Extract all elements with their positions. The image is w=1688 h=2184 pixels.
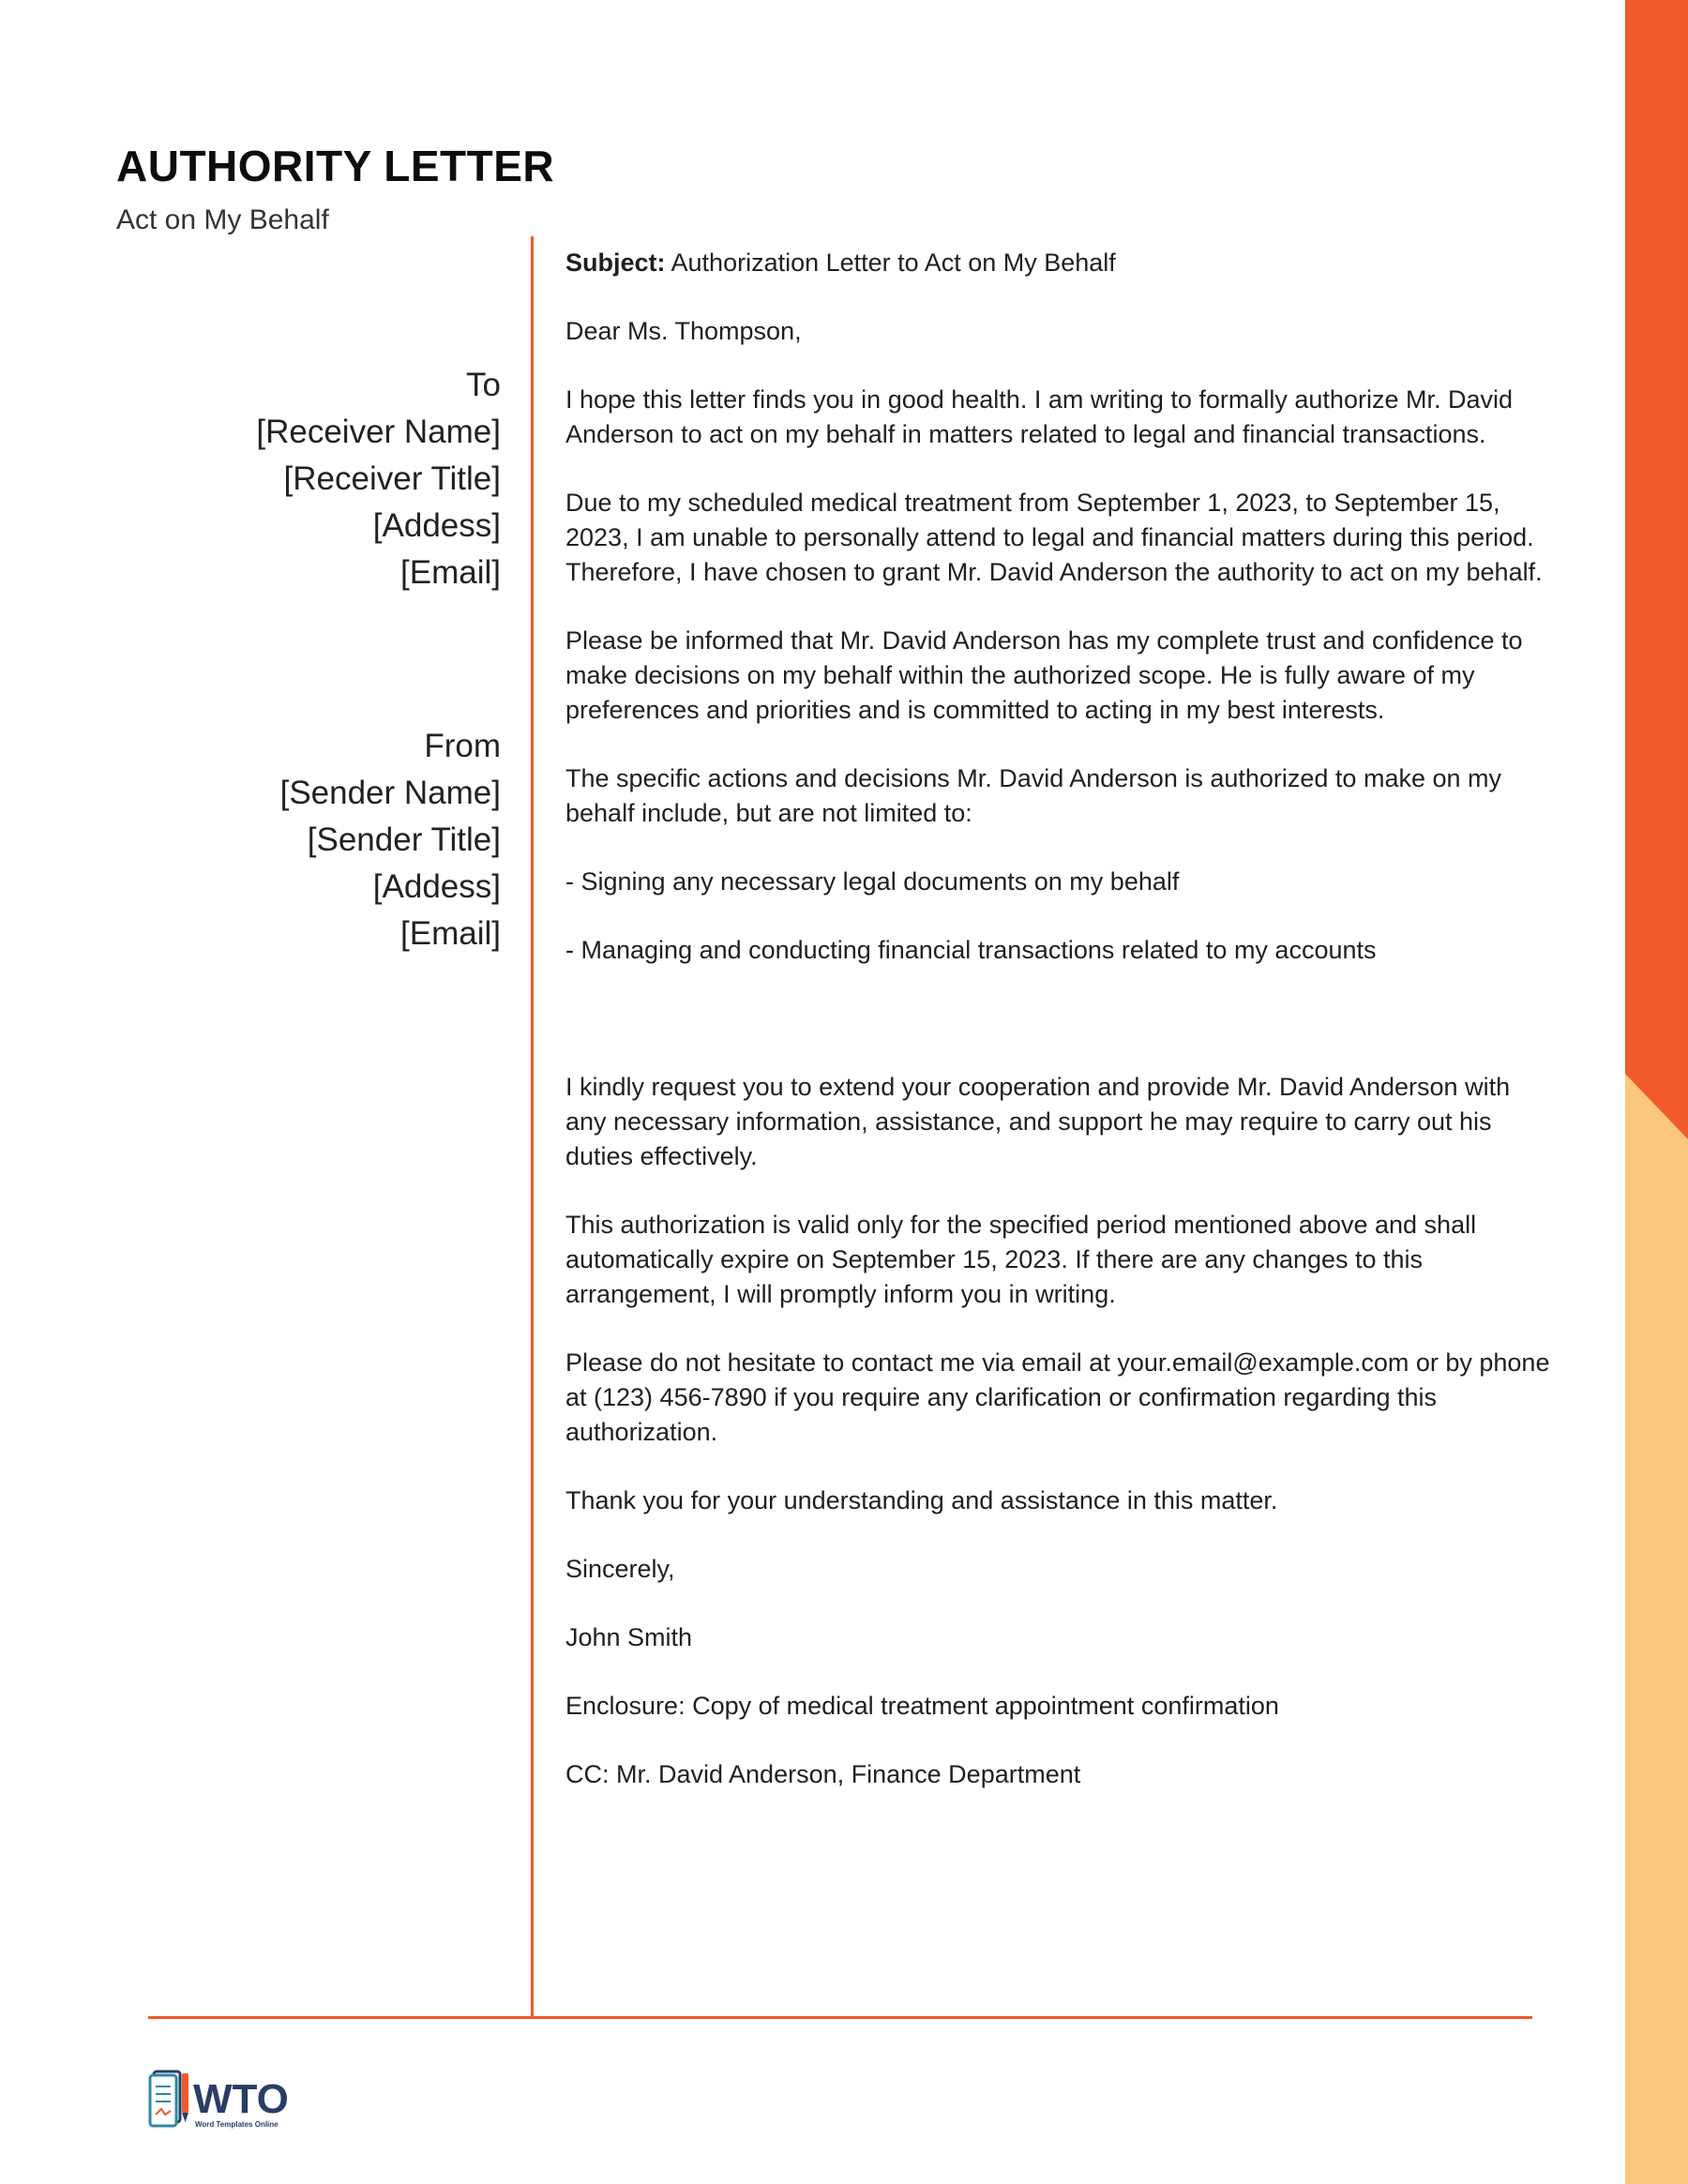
sender-block (280, 723, 501, 957)
wto-logo-graphic (148, 2068, 336, 2131)
document-pen-icon (150, 2071, 188, 2126)
subject-text: Authorization Letter to Act on My Behalf (671, 249, 1116, 277)
side-band-accent (1625, 0, 1688, 1139)
bullet-item: - Signing any necessary legal documents on my behalf (565, 867, 1180, 896)
paragraph-thanks: Thank you for your understanding and assistance in this matter. (565, 1486, 1278, 1514)
recipient-block (256, 362, 501, 596)
salutation: Dear Ms. Thompson, (565, 317, 802, 345)
sender-title: [Sender Title] (307, 821, 501, 858)
sender-address: [Addess] (372, 868, 501, 905)
paragraph-intro: I hope this letter finds you in good health. I am writing to formally authorize Mr. David Anderson to act on my behalf in matters related to legal and financial transactions. (565, 385, 1513, 448)
document-title: AUTHORITY LETTER (116, 142, 555, 190)
logo-tagline: Word Templates Online (195, 2120, 279, 2129)
footer-divider (148, 2016, 1532, 2019)
enclosure-note: Enclosure: Copy of medical treatment appointment confirmation (565, 1692, 1279, 1720)
sender-label: From (424, 728, 501, 764)
recipient-label: To (466, 367, 501, 403)
recipient-title: [Receiver Title] (283, 460, 501, 497)
paragraph-validity: This authorization is valid only for the specified period mentioned above and shall automatically expire on September 15, 2023. If there are any changes to this arrangement, I will promptly inform you in writing. (565, 1211, 1477, 1308)
recipient-address: [Addess] (372, 507, 501, 544)
vertical-divider (531, 236, 534, 2018)
paragraph-contact: Please do not hesitate to contact me via email at your.email@example.com or by phone at (123) 456-7890 if you require any clarification or confirmation regarding this authorization. (565, 1348, 1550, 1446)
sender-email: [Email] (400, 915, 501, 952)
recipient-name: [Receiver Name] (256, 414, 501, 450)
paragraph-scope: The specific actions and decisions Mr. David Anderson is authorized to make on my behalf include, but are not limited to: (565, 764, 1501, 827)
paragraph-cooperation: I kindly request you to extend your cooperation and provide Mr. David Anderson with any necessary information, assistance, and support he may require to carry out his duties effectively. (565, 1073, 1511, 1170)
subject-line (565, 246, 1550, 280)
paragraph-reason: Due to my scheduled medical treatment from September 1, 2023, to September 15, 2023, I am unable to personally attend to legal and financial matters during this period. Therefore, I have chosen to grant Mr. David Anderson the authority to act on my behalf. (565, 489, 1543, 586)
logo-wordmark: WTO (193, 2076, 289, 2122)
signature-name: John Smith (565, 1623, 693, 1651)
closing: Sincerely, (565, 1555, 675, 1583)
paragraph-trust: Please be informed that Mr. David Anderson has my complete trust and confidence to make decisions on my behalf within the authorized scope. He is fully aware of my preferences and priorities and is committed to acting in my best interests. (565, 626, 1523, 724)
wto-logo (148, 2068, 336, 2131)
spacer (565, 1002, 1550, 1070)
cc-note: CC: Mr. David Anderson, Finance Department (565, 1760, 1081, 1788)
recipient-email: [Email] (400, 554, 501, 591)
bullet-item: - Managing and conducting financial transactions related to my accounts (565, 936, 1377, 964)
letter-body (565, 246, 1550, 1826)
subject-label: Subject: (565, 249, 666, 277)
sender-name: [Sender Name] (279, 775, 501, 811)
document-subtitle: Act on My Behalf (116, 204, 329, 235)
